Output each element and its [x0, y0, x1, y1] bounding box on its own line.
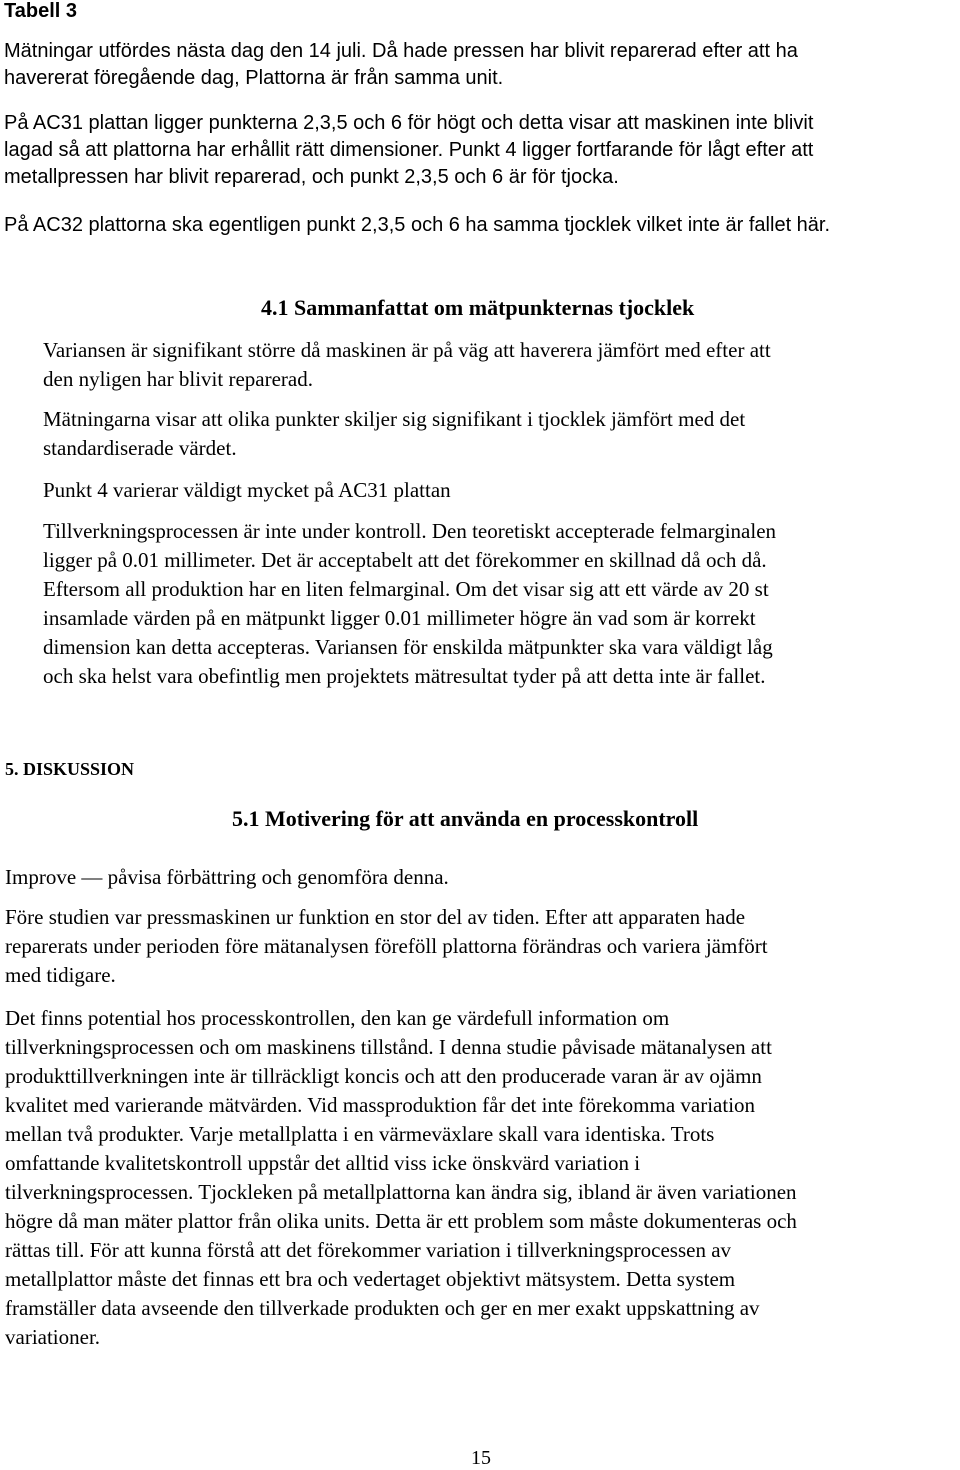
paragraph-measurements-date: [4, 38, 798, 92]
paragraph-process-control: [43, 517, 776, 691]
text-line: rättas till. För att kunna förstå att det förekommer variation i tillverkningsprocessen av: [5, 1238, 732, 1262]
section-heading-5: 5. DISKUSSION: [5, 759, 135, 779]
text-line: Mätningar utfördes nästa dag den 14 juli. Då hade pressen har blivit reparerad efter att ha: [4, 40, 798, 62]
paragraph-measurements-differ: [43, 405, 745, 463]
text-line: havererat föregående dag, Plattorna är från samma unit.: [4, 67, 504, 89]
section-heading-4-1: 4.1 Sammanfattat om mätpunkternas tjocklek: [261, 295, 695, 320]
text-line: med tidigare.: [5, 963, 116, 987]
text-line: metallplattor måste det finnas ett bra och vedertaget objektivt mätsystem. Detta system: [5, 1267, 736, 1291]
paragraph-variance: [43, 336, 771, 394]
text-line: produkttillverkningen inte är tillräckligt koncis och att den producerade varan är av ojämn: [5, 1064, 762, 1088]
paragraph-before-study: [5, 903, 768, 990]
text-line: lagad så att plattorna har erhållit rätt dimensioner. Punkt 4 ligger fortfarande för lågt efter att: [4, 139, 814, 161]
paragraph-ac31: [4, 110, 813, 191]
text-line: och ska helst vara obefintlig men projektets mätresultat tyder på att detta inte är fallet.: [43, 664, 766, 688]
table-caption: Tabell 3: [4, 0, 77, 22]
text-line: tilverkningsprocessen. Tjockleken på metallplattorna kan ändra sig, ibland är även variationen: [5, 1180, 797, 1204]
text-line: Tillverkningsprocessen är inte under kontroll. Den teoretiskt accepterade felmarginalen: [43, 519, 777, 543]
text-line: metallpressen har blivit reparerad, och punkt 2,3,5 och 6 är för tjocka.: [4, 166, 619, 188]
section-heading-5-1: 5.1 Motivering för att använda en processkontroll: [232, 806, 699, 831]
text-line: insamlade värden på en mätpunkt ligger 0.01 millimeter högre än vad som är korrekt: [43, 606, 756, 630]
text-line: På AC32 plattorna ska egentligen punkt 2,3,5 och 6 ha samma tjocklek vilket inte är fallet här.: [4, 214, 831, 236]
text-line: mellan två produkter. Varje metallplatta i en värmeväxlare skall vara identiska. Trots: [5, 1122, 715, 1146]
page-number: 15: [471, 1447, 491, 1469]
paragraph-potential: [5, 1004, 797, 1352]
text-line: omfattande kvalitetskontroll uppstår det alltid viss icke önskvärd variation i: [5, 1151, 641, 1175]
text-line: kvalitet med varierande mätvärden. Vid massproduktion får det inte förekomma variation: [5, 1093, 756, 1117]
text-line: tillverkningsprocessen och om maskinens tillstånd. I denna studie påvisade mätanalysen att: [5, 1035, 772, 1059]
text-line: Improve — påvisa förbättring och genomföra denna.: [5, 865, 449, 889]
paragraph-point-4: [43, 476, 451, 505]
text-line: Det finns potential hos processkontrollen, den kan ge värdefull information om: [5, 1006, 670, 1030]
text-line: Före studien var pressmaskinen ur funktion en stor del av tiden. Efter att apparaten hade: [5, 905, 746, 929]
text-line: dimension kan detta accepteras. Variansen för enskilda mätpunkter ska vara väldigt låg: [43, 635, 773, 659]
paragraph-improve: [5, 863, 449, 892]
text-line: På AC31 plattan ligger punkterna 2,3,5 och 6 för högt och detta visar att maskinen inte blivit: [4, 112, 814, 134]
text-line: Punkt 4 varierar väldigt mycket på AC31 plattan: [43, 478, 451, 502]
text-line: Variansen är signifikant större då maskinen är på väg att haverera jämfört med efter att: [43, 338, 771, 362]
text-line: högre då man mäter plattor från olika units. Detta är ett problem som måste dokumenteras och: [5, 1209, 797, 1233]
text-line: variationer.: [5, 1325, 101, 1349]
paragraph-ac32: [4, 212, 830, 239]
text-line: ligger på 0.01 millimeter. Det är acceptabelt att det förekommer en skillnad då och då.: [43, 548, 767, 572]
text-line: Mätningarna visar att olika punkter skiljer sig signifikant i tjocklek jämfört med det: [43, 407, 746, 431]
text-line: Eftersom all produktion har en liten felmarginal. Om det visar sig att ett värde av 20 st: [43, 577, 769, 601]
text-line: reparerats under perioden före mätanalysen föreföll plattorna förändras och variera jämfört: [5, 934, 768, 958]
text-line: den nyligen har blivit reparerad.: [43, 367, 313, 391]
text-line: standardiserade värdet.: [43, 436, 237, 460]
text-line: framställer data avseende den tillverkade produkten och ger en mer exakt uppskattning av: [5, 1296, 760, 1320]
